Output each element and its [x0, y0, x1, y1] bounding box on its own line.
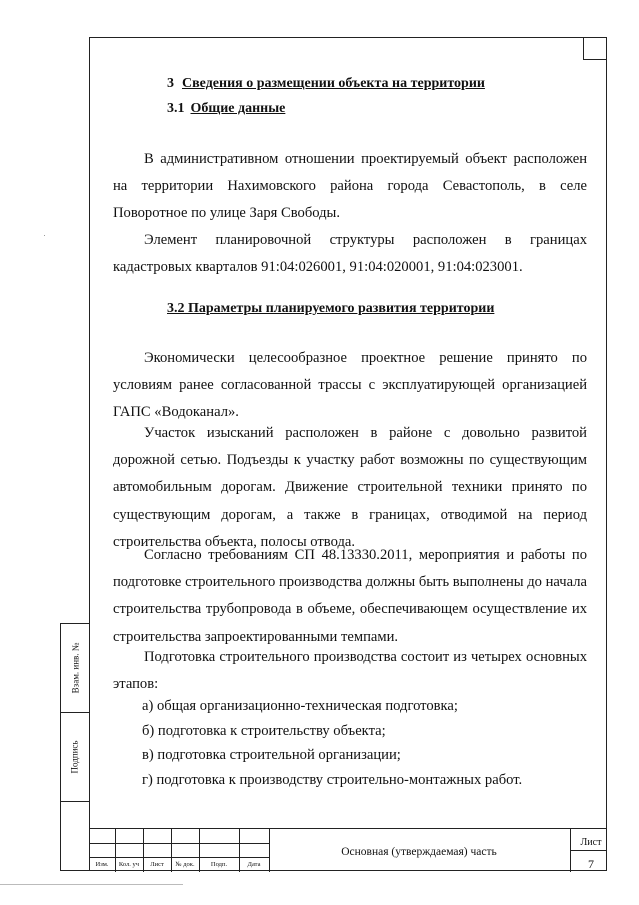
list-item: в) подготовка строительной организации; — [142, 747, 401, 763]
stamp-col-doc: № док. — [175, 861, 195, 868]
side-label-replace-inv: Взам. инв. № — [70, 642, 80, 694]
section-3-number: 3 — [167, 76, 174, 91]
margin-mark — [44, 235, 45, 236]
title-block — [89, 828, 607, 871]
side-label-signature: Подпись — [70, 740, 80, 774]
side-strip — [60, 623, 89, 871]
stamp-col-sign: Подп. — [210, 861, 228, 868]
stamp-row-line — [89, 843, 269, 844]
stamp-col-date: Дата — [247, 861, 261, 868]
document-title: Основная (утверждаемая) часть — [341, 846, 497, 858]
list-item: г) подготовка к производству строительно-монтажных работ. — [142, 772, 523, 788]
side-cell-replace-inv — [61, 624, 89, 713]
side-cell-empty — [61, 802, 89, 872]
section-31-number: 3.1 — [167, 101, 185, 116]
paragraph-roads: Участок изысканий расположен в районе с довольно развитой дорожной сетью. Подъезды к участку работ возможны по существующим автомобильным дорогам. Движение строительной техники принято по существующим дорогам, а также в границах, отводимой на период строительства объекта, полосы отвода. — [113, 425, 587, 550]
list-item: а) общая организационно-техническая подготовка; — [142, 698, 458, 714]
bottom-edge-rule — [0, 884, 183, 885]
section-32-heading — [167, 301, 494, 317]
paragraph-location: В административном отношении проектируемый объект расположен на территории Нахимовского района города Севастополь, в селе Поворотное по улице Заря Свободы. — [113, 151, 587, 222]
sheet-label: Лист — [580, 837, 602, 848]
paragraph-stages: Подготовка строительного производства состоит из четырех основных этапов: — [113, 649, 587, 693]
paragraph-route: Экономически целесообразное проектное решение принято по условиям ранее согласованной трассы с эксплуатирующей организацией ГАПС «Водоканал». — [113, 350, 587, 421]
section-31-title: Общие данные — [190, 101, 286, 116]
side-cell-signature — [61, 713, 89, 802]
stamp-col-list: Лист — [150, 861, 164, 868]
stamp-row-line — [89, 857, 269, 858]
paragraph-cadastral: Элемент планировочной структуры расположен в границах кадастровых кварталов 91:04:026001, 91:04:020001, 91:04:023001. — [113, 232, 587, 276]
section-3-title: Сведения о размещении объекта на территории — [182, 76, 485, 91]
list-item: б) подготовка к строительству объекта; — [142, 723, 386, 739]
stamp-col-kol: Кол. уч — [118, 861, 140, 868]
corner-box — [583, 37, 607, 60]
sheet-number: 7 — [588, 857, 594, 871]
section-32-title: 3.2 Параметры планируемого развития территории — [167, 301, 495, 316]
stamp-col-izm: Изм. — [95, 861, 109, 868]
sheet-separator — [570, 850, 607, 851]
paragraph-preparation: Согласно требованиям СП 48.13330.2011, мероприятия и работы по подготовке строительного производства должны быть выполнены до начала строительства трубопровода в объеме, обеспечивающем осуществление их строительства запроектированными темпами. — [113, 547, 588, 645]
section-3-heading — [167, 76, 485, 92]
section-31-heading — [167, 101, 285, 117]
